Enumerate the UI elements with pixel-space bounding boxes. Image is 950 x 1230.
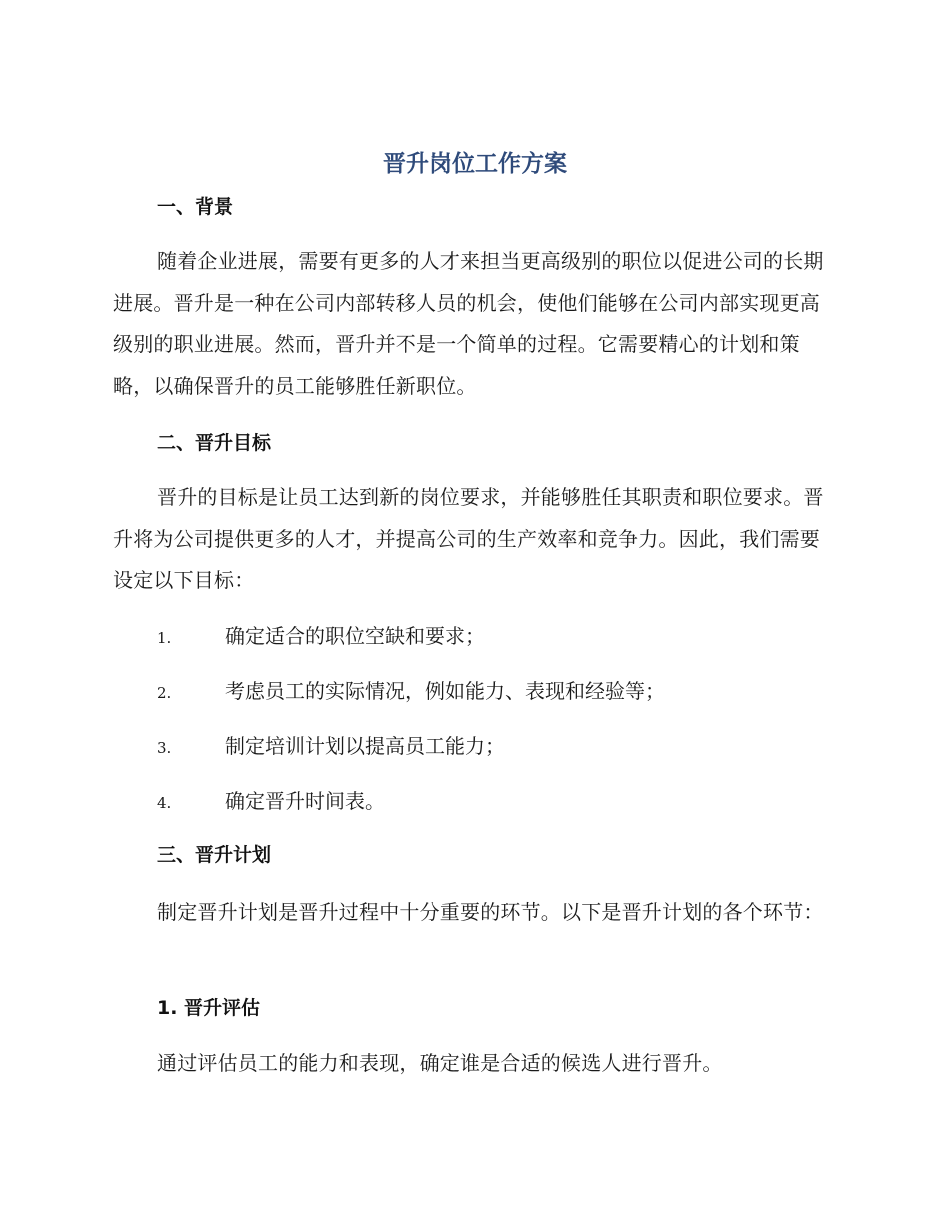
document-title: 晋升岗位工作方案 — [383, 151, 567, 177]
list-item-text: 考虑员工的实际情况，例如能力、表现和经验等； — [225, 679, 665, 703]
list-item — [157, 676, 665, 708]
list-item-number: 1. — [157, 629, 172, 647]
list-item-text: 制定培训计划以提高员工能力； — [225, 734, 505, 758]
list-item — [157, 621, 485, 653]
list-item-number: 3. — [157, 739, 172, 757]
section-paragraph-background: 随着企业进展，需要有更多的人才来担当更高级别的职位以促进公司的长期进展。晋升是一种在公司内部转移人员的机会，使他们能够在公司内部实现更高级别的职业进展。然而，晋升并不是一个简单的过程。它需要精心的计划和策略，以确保晋升的员工能够胜任新职位。 — [113, 249, 824, 398]
list-item-text: 确定适合的职位空缺和要求； — [225, 624, 485, 648]
section-paragraph-plan: 制定晋升计划是晋升过程中十分重要的环节。以下是晋升计划的各个环节： — [157, 900, 824, 924]
list-item-number: 4. — [157, 794, 172, 812]
section-paragraph-goals: 晋升的目标是让员工达到新的岗位要求，并能够胜任其职责和职位要求。晋升将为公司提供更多的人才，并提高公司的生产效率和竞争力。因此，我们需要设定以下目标： — [113, 485, 824, 592]
subsection-paragraph-evaluation: 通过评估员工的能力和表现，确定谁是合适的候选人进行晋升。 — [157, 1051, 723, 1075]
subsection-heading-evaluation: 1. 晋升评估 — [157, 997, 261, 1019]
list-item — [157, 731, 505, 763]
section-heading-background: 一、背景 — [157, 196, 234, 218]
section-heading-plan: 三、晋升计划 — [157, 844, 272, 866]
section-heading-goals: 二、晋升目标 — [157, 432, 272, 454]
list-item-number: 2. — [157, 684, 172, 702]
list-item — [157, 786, 385, 818]
list-item-text: 确定晋升时间表。 — [225, 789, 385, 813]
